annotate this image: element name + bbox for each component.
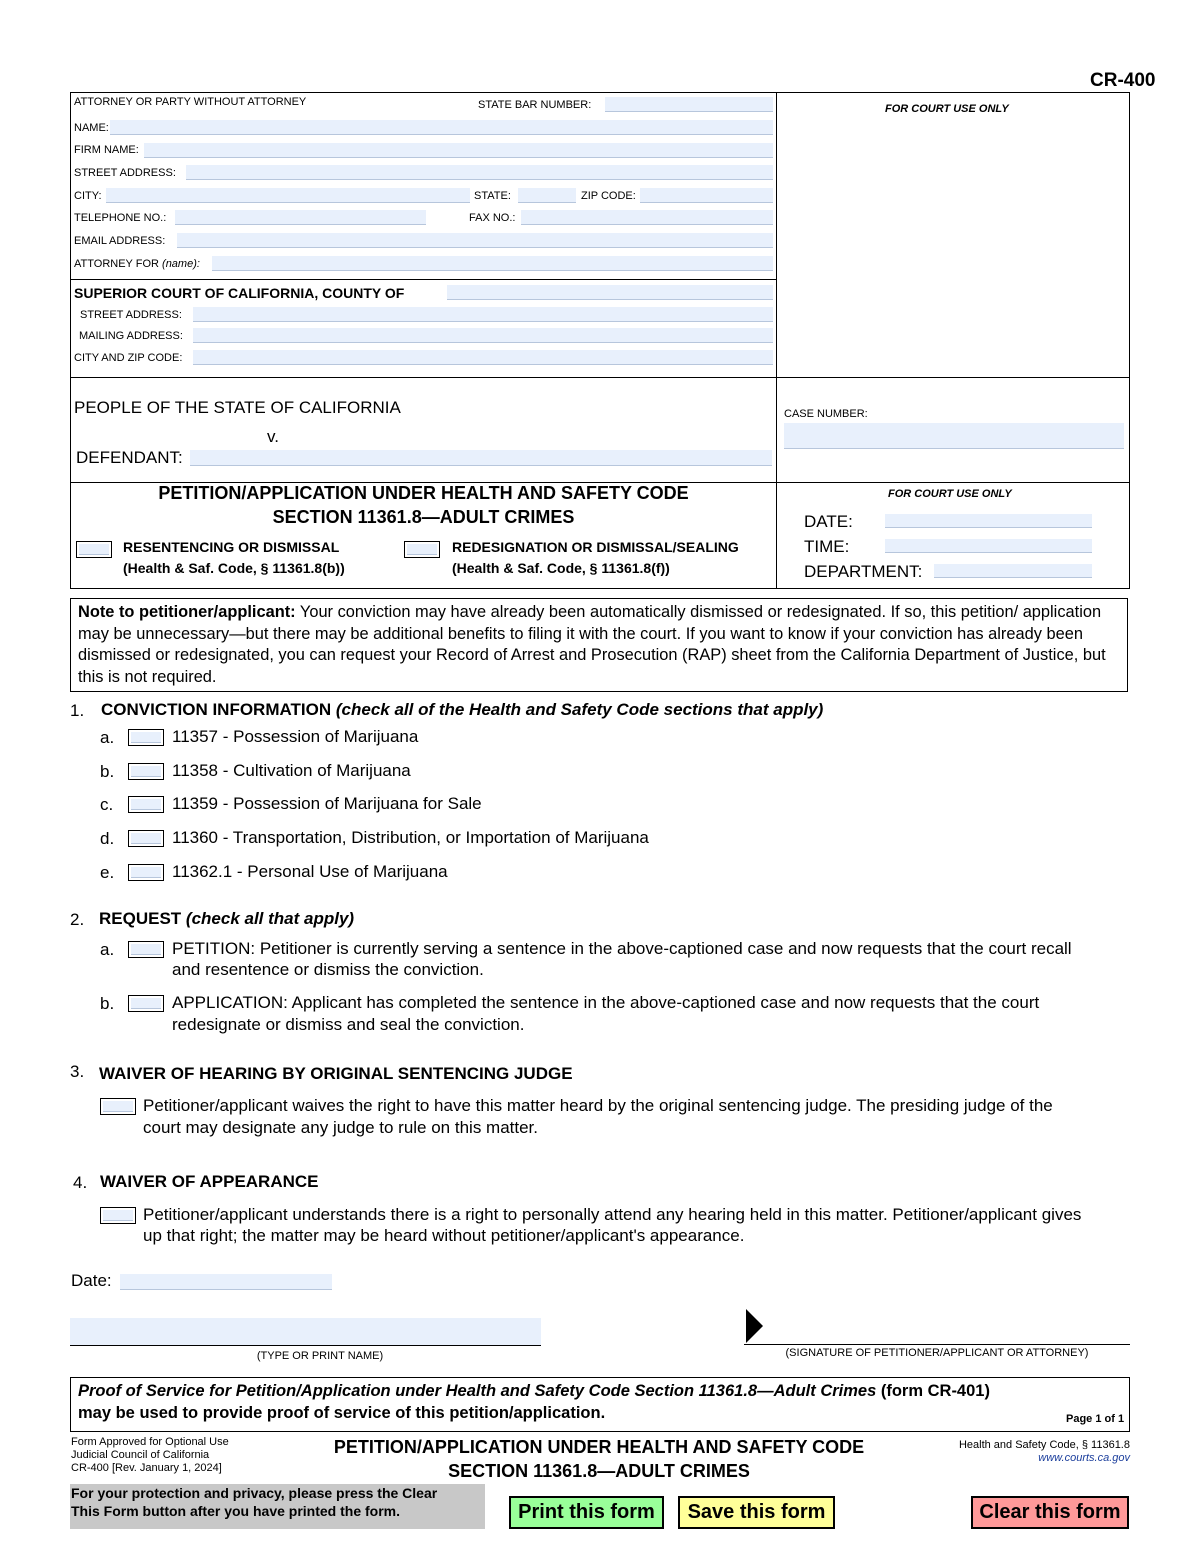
date-label: DATE: xyxy=(804,512,853,531)
section4-number: 4. xyxy=(73,1173,88,1192)
court-title: SUPERIOR COURT OF CALIFORNIA, COUNTY OF xyxy=(74,285,405,301)
section2-title: REQUEST (check all that apply) xyxy=(99,909,355,928)
s1-item-e-letter: e. xyxy=(100,863,115,882)
opt2-line2: (Health & Saf. Code, § 11361.8(f)) xyxy=(452,560,670,576)
footer-title1: PETITION/APPLICATION UNDER HEALTH AND SAFETY CODE xyxy=(333,1437,865,1457)
hearing-time-field[interactable] xyxy=(885,539,1092,553)
s1-item-a-letter: a. xyxy=(100,728,115,747)
state-field[interactable] xyxy=(518,188,576,203)
county-field[interactable] xyxy=(447,285,773,300)
privacy-line2: This Form button after you have printed the form. xyxy=(71,1503,401,1519)
court-street-field[interactable] xyxy=(193,307,773,322)
s2-item-a-letter: a. xyxy=(100,940,115,959)
s1-item-a-checkbox[interactable] xyxy=(128,729,164,746)
court-mailing-label: MAILING ADDRESS: xyxy=(79,330,183,342)
telephone-label: TELEPHONE NO.: xyxy=(74,212,167,224)
footer-council: Judicial Council of California xyxy=(71,1449,210,1461)
telephone-field[interactable] xyxy=(175,210,426,225)
petition-checkbox[interactable] xyxy=(128,941,164,958)
footer-revision: CR-400 [Rev. January 1, 2024] xyxy=(71,1462,222,1474)
section2-number: 2. xyxy=(70,910,85,929)
footer-website-link[interactable]: www.courts.ca.gov xyxy=(1038,1452,1130,1464)
court-city-zip-label: CITY AND ZIP CODE: xyxy=(74,352,183,364)
print-name-field[interactable] xyxy=(70,1318,541,1346)
opt1-line2: (Health & Saf. Code, § 11361.8(b)) xyxy=(123,560,345,576)
title-line1: PETITION/APPLICATION UNDER HEALTH AND SAFETY CODE xyxy=(158,483,689,503)
signature-line[interactable] xyxy=(744,1344,1130,1345)
attorney-for-label: ATTORNEY FOR (name): xyxy=(74,258,200,270)
court-mailing-field[interactable] xyxy=(193,328,773,343)
attorney-header: ATTORNEY OR PARTY WITHOUT ATTORNEY xyxy=(74,96,307,108)
email-label: EMAIL ADDRESS: xyxy=(74,235,166,247)
s1-item-d-checkbox[interactable] xyxy=(128,830,164,847)
hearing-date-field[interactable] xyxy=(885,514,1092,528)
s1-item-c-checkbox[interactable] xyxy=(128,796,164,813)
s3-line2: court may designate any judge to rule on this matter. xyxy=(143,1118,539,1137)
s1-item-d-letter: d. xyxy=(100,829,115,848)
s2-item-b-letter: b. xyxy=(100,994,115,1013)
versus-label: v. xyxy=(267,427,279,446)
s2-item-b-line2: redesignate or dismiss and seal the conviction. xyxy=(172,1015,525,1034)
s4-line1: Petitioner/applicant understands there is a right to personally attend any hearing held in this matter. Petitioner/applicant gives xyxy=(143,1205,1082,1224)
state-bar-label: STATE BAR NUMBER: xyxy=(478,99,592,111)
form-number: CR-400 xyxy=(1090,70,1156,91)
email-field[interactable] xyxy=(177,233,773,248)
firm-name-field[interactable] xyxy=(144,143,773,158)
resentencing-checkbox[interactable] xyxy=(76,541,112,558)
s1-item-e-text: 11362.1 - Personal Use of Marijuana xyxy=(172,862,448,881)
note-text: Note to petitioner/applicant: Your conviction may have already been automatically dismissed or redesignated. If so, this petition/ application may be unnecessary—but there may be additional benefits to filing it with the court. If you want to know if your conviction has already been dismissed or redesignated, you can request your Record of Arrest and Prosecution (RAP) sheet from the California Department of Justice, but this is not required. xyxy=(78,603,1106,686)
s2-item-a-line2: and resentence or dismiss the conviction. xyxy=(172,960,484,979)
s2-item-b-line1: APPLICATION: Applicant has completed the sentence in the above-captioned case and now requests that the court xyxy=(172,993,1040,1012)
people-label: PEOPLE OF THE STATE OF CALIFORNIA xyxy=(74,398,401,417)
city-label: CITY: xyxy=(74,190,102,202)
application-checkbox[interactable] xyxy=(128,995,164,1012)
s4-line2: up that right; the matter may be heard without petitioner/applicant's appearance. xyxy=(143,1226,745,1245)
court-city-zip-field[interactable] xyxy=(193,350,773,365)
name-label: NAME: xyxy=(74,122,109,134)
section3-title: WAIVER OF HEARING BY ORIGINAL SENTENCING JUDGE xyxy=(99,1064,573,1083)
opt1-line1: RESENTENCING OR DISMISSAL xyxy=(123,539,340,555)
court-street-label: STREET ADDRESS: xyxy=(80,309,182,321)
section-rule xyxy=(70,279,777,280)
s3-line1: Petitioner/applicant waives the right to have this matter heard by the original sentencing judge. The presiding judge of the xyxy=(143,1096,1053,1115)
section4-title: WAIVER OF APPEARANCE xyxy=(100,1172,319,1191)
department-field[interactable] xyxy=(934,564,1092,578)
fax-label: FAX NO.: xyxy=(469,212,516,224)
print-form-button[interactable]: Print this form xyxy=(509,1496,664,1529)
s1-item-b-text: 11358 - Cultivation of Marijuana xyxy=(172,761,411,780)
waiver-hearing-checkbox[interactable] xyxy=(100,1098,136,1115)
case-number-label: CASE NUMBER: xyxy=(784,408,868,420)
print-name-caption: (TYPE OR PRINT NAME) xyxy=(256,1350,384,1362)
s1-item-c-text: 11359 - Possession of Marijuana for Sale xyxy=(172,794,482,813)
page-number: Page 1 of 1 xyxy=(1066,1413,1125,1425)
fax-field[interactable] xyxy=(521,210,773,225)
court-use-label-top: FOR COURT USE ONLY xyxy=(885,103,1009,115)
proof-line2: may be used to provide proof of service of this petition/application. xyxy=(78,1404,606,1422)
section1-number: 1. xyxy=(70,701,85,720)
s1-item-e-checkbox[interactable] xyxy=(128,864,164,881)
state-bar-field[interactable] xyxy=(605,97,773,112)
city-field[interactable] xyxy=(106,188,470,203)
state-label: STATE: xyxy=(474,190,511,202)
s1-item-d-text: 11360 - Transportation, Distribution, or Importation of Marijuana xyxy=(172,828,649,847)
footer-title2: SECTION 11361.8—ADULT CRIMES xyxy=(448,1461,750,1481)
signature-arrow-icon xyxy=(746,1309,763,1343)
street-field[interactable] xyxy=(186,165,773,180)
firm-name-label: FIRM NAME: xyxy=(74,144,139,156)
save-form-button[interactable]: Save this form xyxy=(678,1496,835,1529)
footer-statute: Health and Safety Code, § 11361.8 xyxy=(958,1439,1130,1451)
redesignation-checkbox[interactable] xyxy=(404,541,440,558)
s1-item-b-letter: b. xyxy=(100,762,115,781)
clear-form-button[interactable]: Clear this form xyxy=(971,1496,1129,1529)
s1-item-a-text: 11357 - Possession of Marijuana xyxy=(172,727,419,746)
zip-field[interactable] xyxy=(640,188,773,203)
attorney-for-field[interactable] xyxy=(212,256,773,271)
proof-line1: Proof of Service for Petition/Application under Health and Safety Code Section 11361.8—Adult Crimes (form CR-401) xyxy=(78,1382,990,1400)
s1-item-c-letter: c. xyxy=(100,795,114,814)
time-label: TIME: xyxy=(804,537,850,556)
signature-date-label: Date: xyxy=(71,1271,112,1290)
name-field[interactable] xyxy=(110,120,773,135)
title-line2: SECTION 11361.8—ADULT CRIMES xyxy=(272,507,575,527)
signature-date-field[interactable] xyxy=(120,1274,332,1290)
department-label: DEPARTMENT: xyxy=(804,562,923,581)
s2-item-a-line1: PETITION: Petitioner is currently serving a sentence in the above-captioned case and now requests that the court recall xyxy=(172,939,1072,958)
privacy-line1: For your protection and privacy, please press the Clear xyxy=(71,1485,438,1501)
footer-approved: Form Approved for Optional Use xyxy=(71,1436,229,1448)
opt2-line1: REDESIGNATION OR DISMISSAL/SEALING xyxy=(452,539,739,555)
signature-caption: (SIGNATURE OF PETITIONER/APPLICANT OR ATTORNEY) xyxy=(785,1347,1089,1359)
case-number-field[interactable] xyxy=(784,423,1124,449)
section3-number: 3. xyxy=(70,1062,85,1081)
waiver-appearance-checkbox[interactable] xyxy=(100,1207,136,1224)
s1-item-b-checkbox[interactable] xyxy=(128,763,164,780)
defendant-field[interactable] xyxy=(190,450,772,466)
defendant-label: DEFENDANT: xyxy=(76,448,183,467)
section1-title: CONVICTION INFORMATION (check all of the Health and Safety Code sections that apply) xyxy=(101,700,824,719)
court-use-label-bottom: FOR COURT USE ONLY xyxy=(888,488,1012,500)
zip-label: ZIP CODE: xyxy=(581,190,636,202)
street-label: STREET ADDRESS: xyxy=(74,167,176,179)
